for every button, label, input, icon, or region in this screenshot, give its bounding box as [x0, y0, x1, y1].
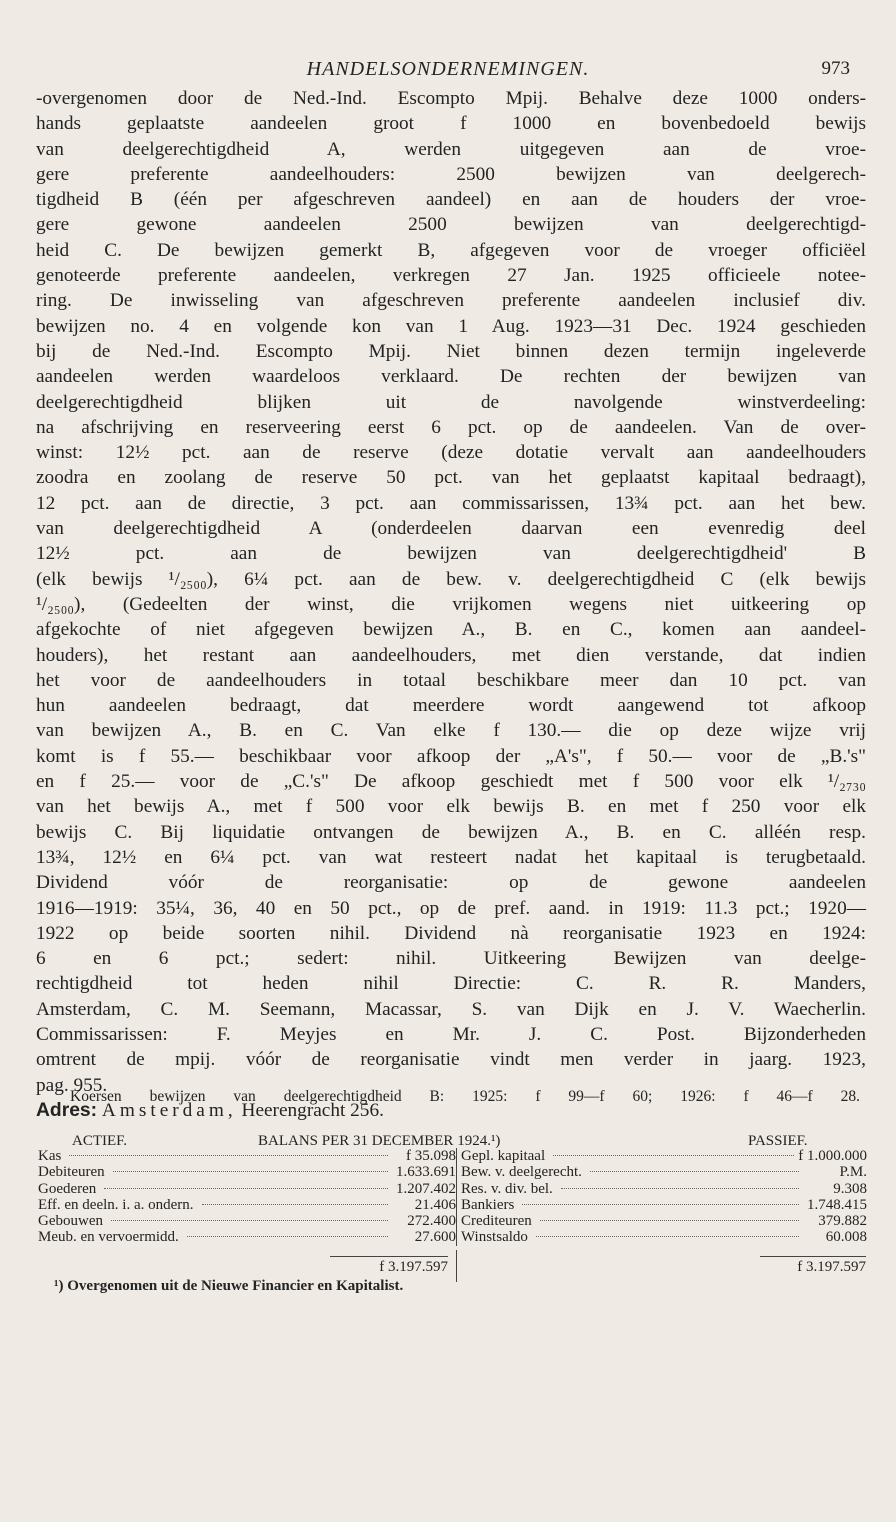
footnote: ¹) Overgenomen uit de Nieuwe Financier en Kapitalist.: [54, 1278, 404, 1294]
liability-row: Crediteuren 379.882: [461, 1213, 867, 1230]
asset-row: Debiteuren 1.633.691: [38, 1164, 456, 1181]
text-line: gere preferente aandeelhouders: 2500 bewijzen van deelgerech-: [36, 163, 866, 185]
liabilities-total: f 3.197.597: [760, 1256, 866, 1276]
text-line: ring. De inwisseling van afgeschreven preferente aandeelen inclusief div.: [36, 290, 866, 312]
text-line: heid C. De bewijzen gemerkt B, afgegeven voor de vroeger officiëel: [36, 239, 866, 261]
text-line: bewijs C. Bij liquidatie ontvangen de bewijzen A., B. en C. alléén resp.: [36, 821, 866, 843]
text-line: komt is f 55.— beschikbaar voor afkoop der „A's", f 50.— voor de „B.'s": [36, 745, 866, 767]
balance-title: BALANS PER 31 DECEMBER 1924.¹): [258, 1133, 501, 1149]
running-header: HANDELSONDERNEMINGEN.: [306, 58, 590, 80]
text-line: -overgenomen door de Ned.-Ind. Escompto Mpij. Behalve deze 1000 onders-: [36, 88, 866, 109]
text-line: hands geplaatste aandeelen groot f 1000 en bovenbedoeld bewijs: [36, 113, 866, 135]
page-number: 973: [821, 58, 850, 79]
text-line: ¹/₂₅₀₀), (Gedeelten der winst, die vrijkomen wegens niet uitkeering op: [36, 593, 866, 615]
text-line: het voor de aandeelhouders in totaal beschikbare meer dan 10 pct. van: [36, 669, 866, 691]
liability-row: Bew. v. deelgerecht. P.M.: [461, 1164, 867, 1181]
asset-row: Goederen 1.207.402: [38, 1180, 456, 1197]
text-line: winst: 12½ pct. aan de reserve (deze dotatie vervalt aan aandeelhouders: [36, 442, 866, 464]
text-line: 13¾, 12½ en 6¼ pct. van wat resteert nadat het kapitaal is terugbetaald.: [36, 846, 866, 868]
text-line: 12½ pct. aan de bewijzen van deelgerechtigdheid' B: [36, 543, 866, 565]
text-line: en f 25.— voor de „C.'s" De afkoop geschiedt met f 500 voor elk ¹/₂₇₃₀: [36, 771, 866, 793]
text-line: 1922 op beide soorten nihil. Dividend nà reorganisatie 1923 en 1924:: [36, 922, 866, 944]
assets-total: f 3.197.597: [330, 1256, 448, 1276]
address-street: Heerengracht 256.: [241, 1099, 384, 1121]
text-line: Commissarissen: F. Meyjes en Mr. J. C. Post. Bijzonderheden: [36, 1023, 866, 1045]
text-line: bij de Ned.-Ind. Escompto Mpij. Niet binnen dezen termijn ingeleverde: [36, 340, 866, 362]
text-line: tigdheid B (één per afgeschreven aandeel) en aan de houders der vroe-: [36, 189, 866, 211]
liability-row: Bankiers 1.748.415: [461, 1196, 867, 1213]
passief-label: PASSIEF.: [748, 1133, 808, 1149]
liability-row: Winstsaldo 60.008: [461, 1229, 867, 1246]
balance-assets: [38, 1148, 456, 1246]
address-city: Amsterdam,: [101, 1099, 237, 1121]
balance-divider: [456, 1250, 457, 1282]
address-label: Adres:: [36, 1099, 98, 1121]
text-line: bewijzen no. 4 en volgende kon van 1 Aug. 1923—31 Dec. 1924 geschieden: [36, 315, 866, 337]
text-line: aandeelen werden waardeloos verklaard. De rechten der bewijzen van: [36, 366, 866, 388]
text-line: van deelgerechtigdheid A (onderdeelen daarvan een evenredig deel: [36, 518, 866, 540]
text-line: Dividend vóór de reorganisatie: op de gewone aandeelen: [36, 872, 866, 894]
text-line: rechtigdheid tot heden nihil Directie: C. R. R. Manders,: [36, 973, 866, 995]
text-line: pag. 955.: [36, 1074, 108, 1096]
text-line: (elk bewijs ¹/₂₅₀₀), 6¼ pct. aan de bew. v. deelgerechtigdheid C (elk bewijs: [36, 568, 866, 590]
asset-row: Eff. en deeln. i. a. ondern. 21.406: [38, 1196, 456, 1213]
text-line: 1916—1919: 35¼, 36, 40 en 50 pct., op de pref. aand. in 1919: 11.3 pct.; 1920—: [36, 897, 866, 919]
text-line: afgekochte of niet afgegeven bewijzen A., B. en C., komen aan aandeel-: [36, 619, 866, 641]
text-line: van het bewijs A., met f 500 voor elk bewijs B. en met f 250 voor elk: [36, 796, 866, 818]
body-text: [36, 86, 866, 1123]
koersen-line: Koersen bewijzen van deelgerechtigdheid B: 1925: f 99—f 60; 1926: f 46—f 28.: [70, 1088, 860, 1105]
text-line: omtrent de mpij. vóór de reorganisatie vindt men verder in jaarg. 1923,: [36, 1049, 866, 1071]
text-line: houders), het restant aan aandeelhouders, met dien verstande, dat indien: [36, 644, 866, 666]
text-line: van deelgerechtigdheid A, werden uitgegeven aan de vroe-: [36, 138, 866, 160]
text-line: Amsterdam, C. M. Seemann, Macassar, S. van Dijk en J. V. Waecherlin.: [36, 998, 866, 1020]
balance-liabilities: [456, 1148, 867, 1246]
actief-label: ACTIEF.: [72, 1133, 128, 1149]
liability-row: Res. v. div. bel. 9.308: [461, 1180, 867, 1197]
asset-row: Kas f 35.098: [38, 1148, 456, 1164]
text-line: genoteerde preferente aandeelen, verkregen 27 Jan. 1925 officieele notee-: [36, 265, 866, 287]
text-line: hun aandeelen bedraagt, dat meerdere wordt aangewend tot afkoop: [36, 695, 866, 717]
asset-row: Gebouwen 272.400: [38, 1213, 456, 1230]
text-line: zoodra en zoolang de reserve 50 pct. van het geplaatst kapitaal bedraagt),: [36, 467, 866, 489]
text-line: na afschrijving en reserveering eerst 6 pct. op de aandeelen. Van de over-: [36, 416, 866, 438]
text-line: deelgerechtigdheid blijken uit de navolgende winstverdeeling:: [36, 391, 866, 413]
text-line: van bewijzen A., B. en C. Van elke f 130.— die op deze wijze vrij: [36, 720, 866, 742]
liability-row: Gepl. kapitaal f 1.000.000: [461, 1148, 867, 1164]
text-line: 6 en 6 pct.; sedert: nihil. Uitkeering Bewijzen van deelge-: [36, 948, 866, 970]
text-line: gere gewone aandeelen 2500 bewijzen van deelgerechtigd-: [36, 214, 866, 236]
text-line: 12 pct. aan de directie, 3 pct. aan commissarissen, 13¾ pct. aan het bew.: [36, 492, 866, 514]
asset-row: Meub. en vervoermidd. 27.600: [38, 1229, 456, 1246]
